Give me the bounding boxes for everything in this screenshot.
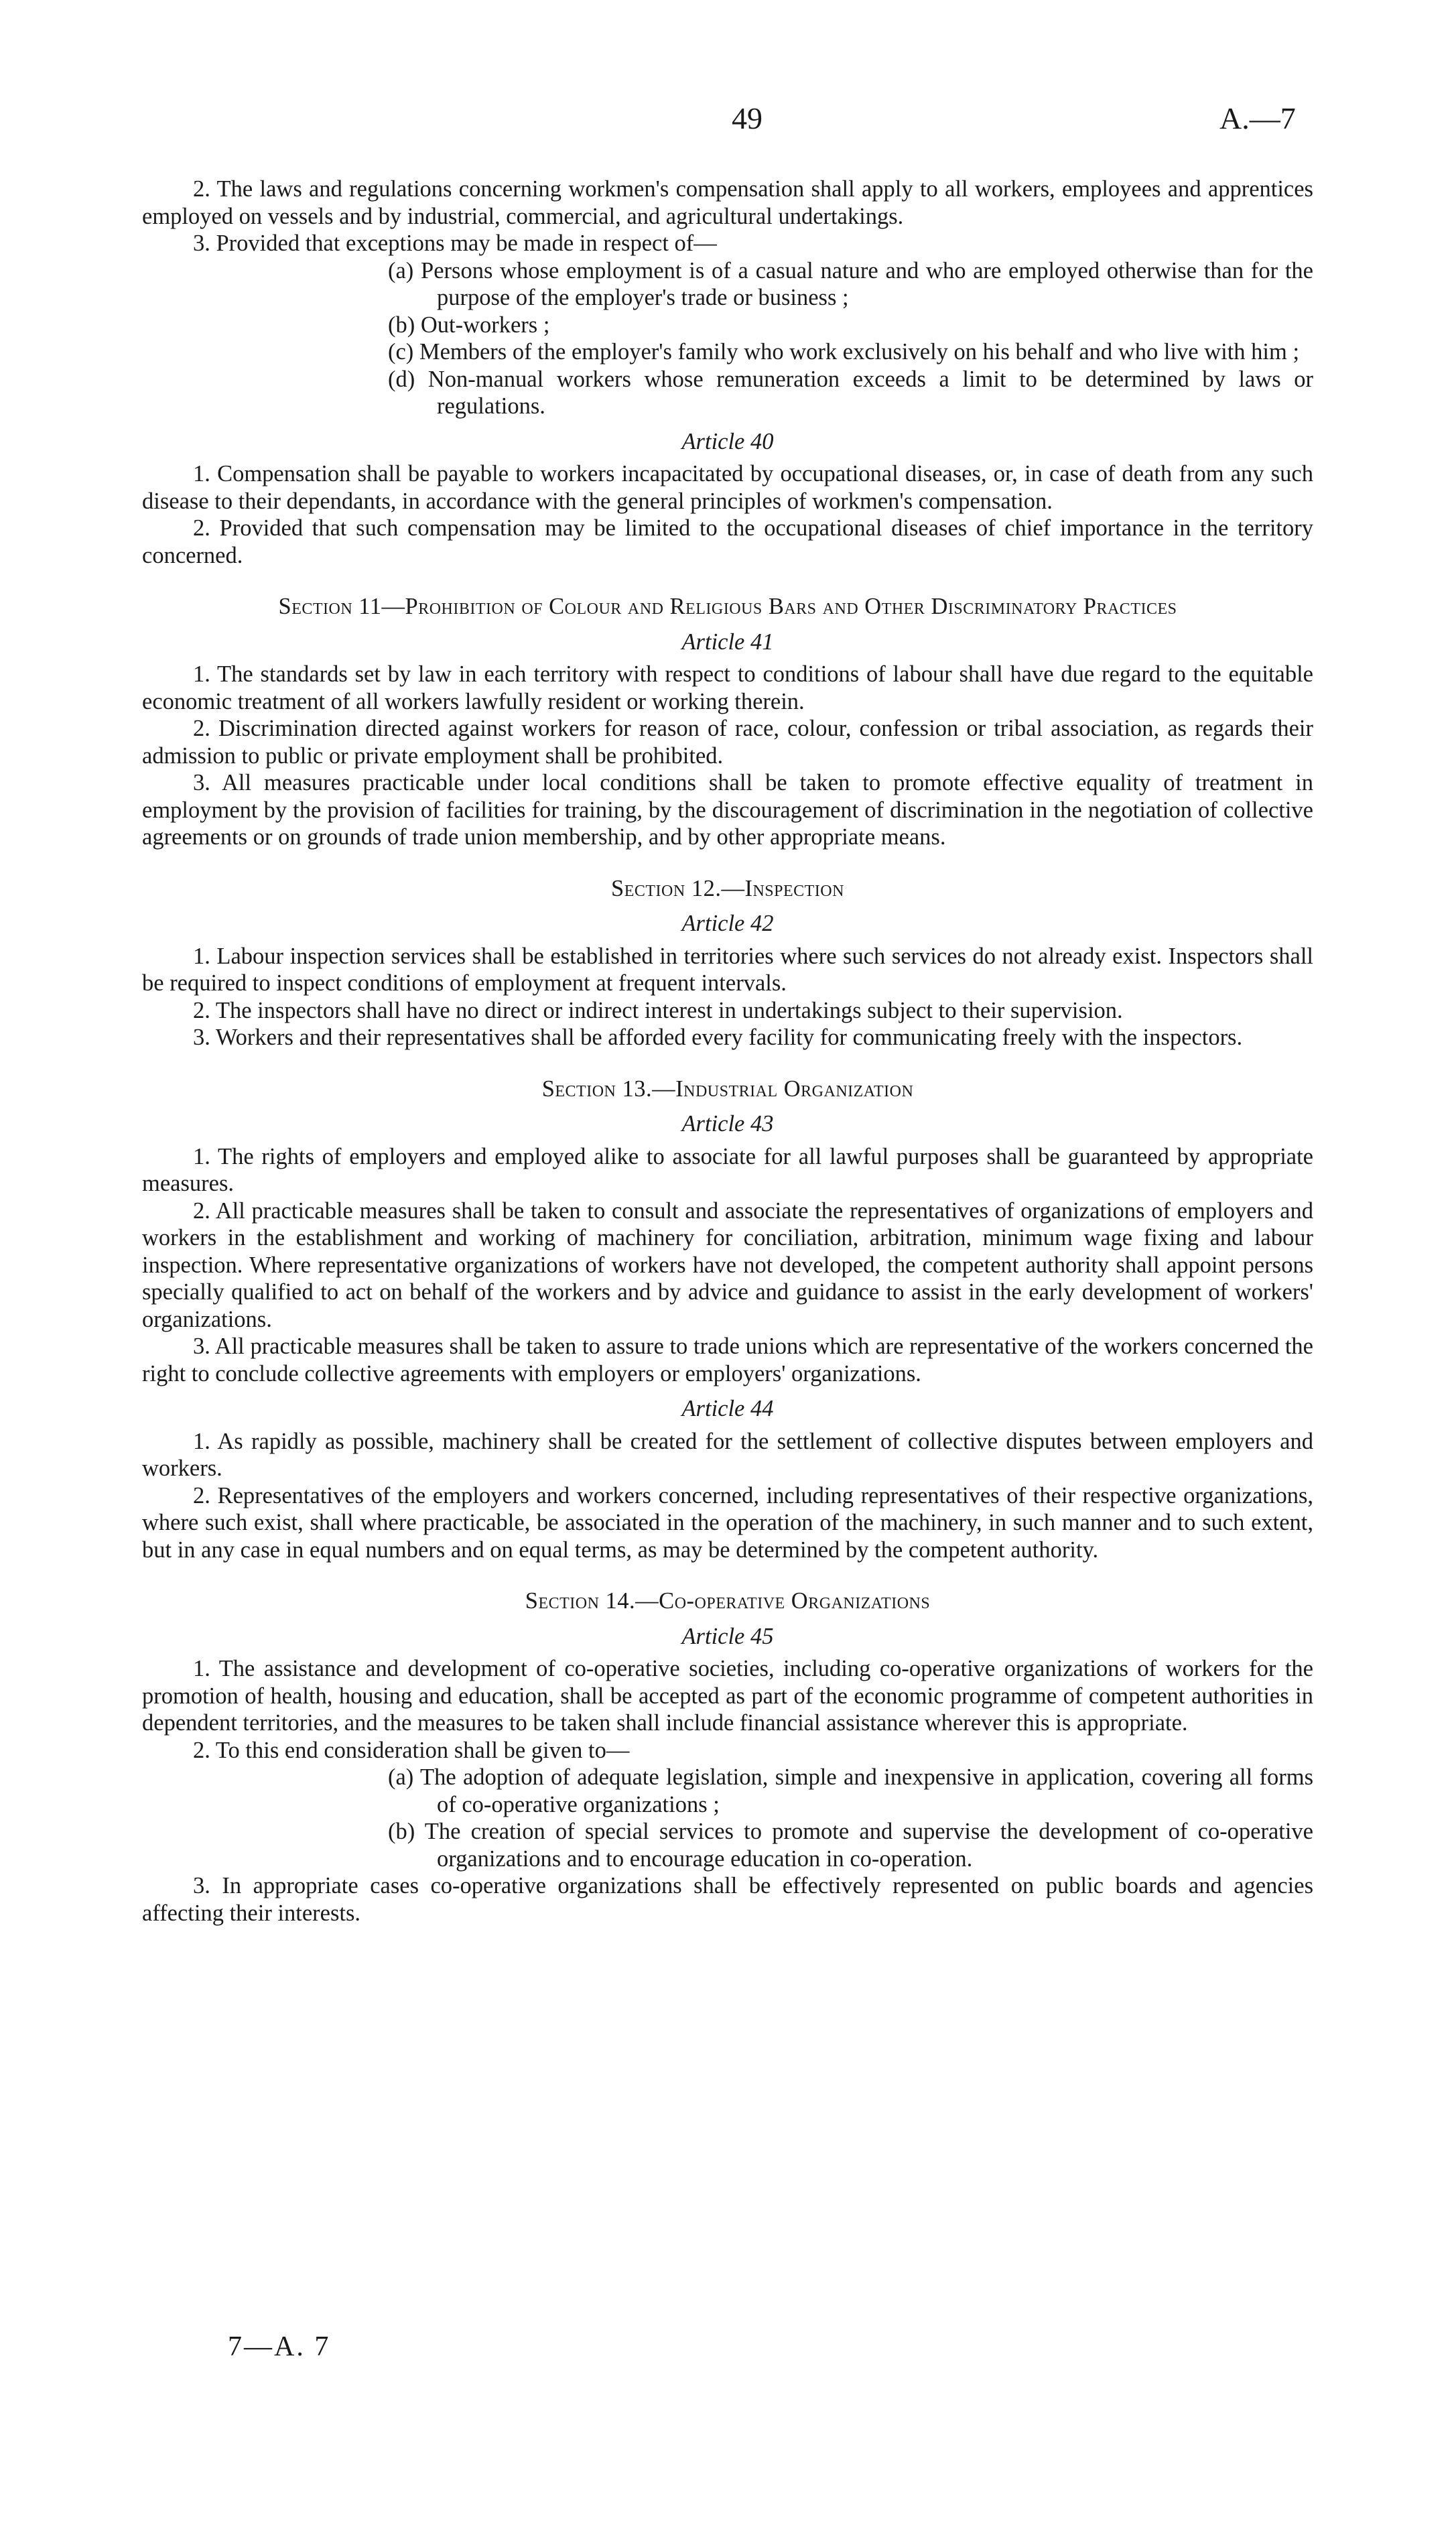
article-41-paragraph-2: 2. Discrimination directed against workers for reason of race, colour, confession or tribal association, as regards their admission to public or private employment shall be prohibited.	[142, 716, 1313, 769]
section-13-heading: Section 13.—Industrial Organization	[541, 1076, 914, 1102]
footer-signature: 7—A. 7	[228, 2331, 331, 2362]
article-43-title: Article 43	[681, 1111, 774, 1137]
article-39-item-b: (b) Out-workers ;	[388, 312, 550, 338]
article-39-paragraph-2: 2. The laws and regulations concerning workmen's compensation shall apply to all workers, employees and apprentices employed on vessels and by industrial, commercial, and agricultural undertakings.	[142, 176, 1313, 229]
article-43-paragraph-1: 1. The rights of employers and employed alike to associate for all lawful purposes shall be guaranteed by appropriate measures.	[142, 1143, 1313, 1196]
section-14-heading: Section 14.—Co-operative Organizations	[525, 1588, 931, 1614]
article-45-paragraph-1: 1. The assistance and development of co-operative societies, including co-operative organizations of workers for the promotion of health, housing and education, shall be accepted as part of the economic programme of competent authorities in dependent territories, and the measures to be taken shall include financial assistance wherever this is appropriate.	[142, 1656, 1313, 1736]
article-45-item-b: (b) The creation of special services to promote and supervise the development of co-operative organizations and to encourage education in co-operation.	[388, 1819, 1313, 1872]
article-43-paragraph-2: 2. All practicable measures shall be taken to consult and associate the representatives of organizations of employers and workers in the establishment and working of machinery for conciliation, arbitration, minimum wage fixing and labour inspection. Where representative organizations of workers have not developed, the competent authority shall appoint persons specially qualified to act on behalf of the workers and by advice and guidance to assist in the early development of workers' organizations.	[142, 1197, 1313, 1332]
article-42-paragraph-2: 2. The inspectors shall have no direct or indirect interest in undertakings subject to their supervision.	[193, 997, 1123, 1023]
article-42-title: Article 42	[681, 911, 774, 936]
article-44-paragraph-1: 1. As rapidly as possible, machinery shall be created for the settlement of collective disputes between employers and workers.	[142, 1428, 1313, 1481]
article-40-title: Article 40	[681, 428, 774, 454]
article-40-paragraph-1: 1. Compensation shall be payable to workers incapacitated by occupational diseases, or, in case of death from any such disease to their dependants, in accordance with the general principles of workmen's compensation.	[142, 461, 1313, 514]
document-body	[142, 176, 1313, 1927]
article-41-paragraph-1: 1. The standards set by law in each territory with respect to conditions of labour shall have due regard to the equitable economic treatment of all workers lawfully resident or working therein.	[142, 661, 1313, 714]
article-41-title: Article 41	[681, 629, 774, 655]
article-43-paragraph-3: 3. All practicable measures shall be taken to assure to trade unions which are representative of the workers concerned the right to conclude collective agreements with employers or employers' organizations.	[142, 1334, 1313, 1386]
article-45-item-a: (a) The adoption of adequate legislation, simple and inexpensive in application, covering all forms of co-operative organizations ;	[388, 1764, 1313, 1817]
article-41-paragraph-3: 3. All measures practicable under local conditions shall be taken to promote effective equality of treatment in employment by the provision of facilities for training, by the discouragement of discrimination in the negotiation of collective agreements or on grounds of trade union membership, and by other appropriate means.	[142, 770, 1313, 850]
article-39-item-a: (a) Persons whose employment is of a casual nature and who are employed otherwise than for the purpose of the employer's trade or business ;	[388, 257, 1313, 310]
article-42-paragraph-3: 3. Workers and their representatives shall be afforded every facility for communicating freely with the inspectors.	[193, 1025, 1243, 1050]
article-39-item-d: (d) Non-manual workers whose remuneration exceeds a limit to be determined by laws or regulations.	[388, 366, 1313, 419]
article-45-paragraph-2: 2. To this end consideration shall be given to—	[193, 1737, 630, 1763]
article-44-paragraph-2: 2. Representatives of the employers and workers concerned, including representatives of their respective organizations, where such exist, shall where practicable, be associated in the operation of the machinery, in such manner and to such extent, but in any case in equal numbers and on equal terms, as may be determined by the competent authority.	[142, 1482, 1313, 1563]
article-44-title: Article 44	[681, 1396, 774, 1421]
section-12-heading: Section 12.—Inspection	[611, 875, 844, 901]
section-11-heading: Section 11—Prohibition of Colour and Religious Bars and Other Discriminatory Practices	[278, 594, 1177, 619]
article-42-paragraph-1: 1. Labour inspection services shall be established in territories where such services do not already exist. Inspectors shall be required to inspect conditions of employment at frequent intervals.	[142, 943, 1313, 996]
article-45-title: Article 45	[681, 1623, 774, 1649]
document-reference: A.—7	[1219, 101, 1296, 135]
article-39-paragraph-3: 3. Provided that exceptions may be made in respect of—	[193, 231, 717, 256]
article-45-paragraph-3: 3. In appropriate cases co-operative organizations shall be effectively represented on public boards and agencies affecting their interests.	[142, 1873, 1313, 1926]
page-number: 49	[732, 101, 763, 135]
article-39-item-c: (c) Members of the employer's family who work exclusively on his behalf and who live with him ;	[388, 339, 1300, 365]
article-40-paragraph-2: 2. Provided that such compensation may be limited to the occupational diseases of chief importance in the territory concerned.	[142, 515, 1313, 568]
